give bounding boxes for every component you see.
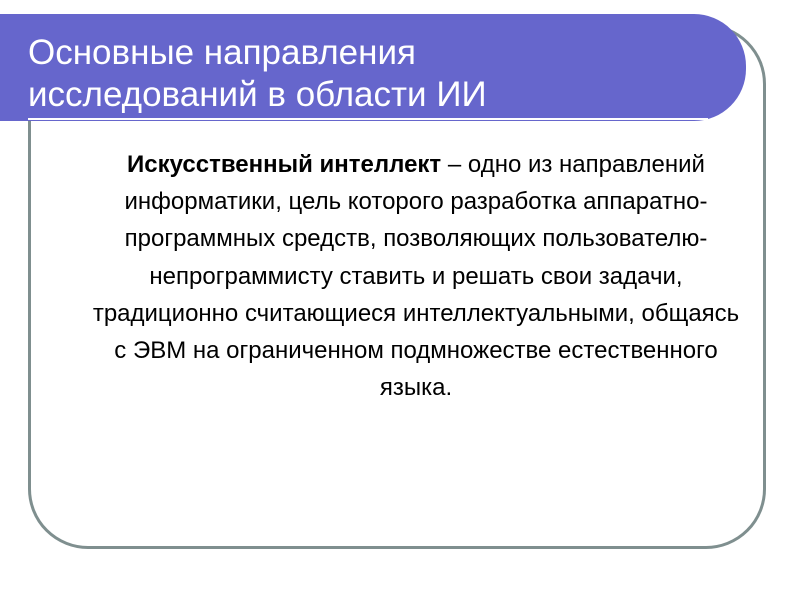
title-bar [0, 14, 746, 121]
title-underline [28, 118, 708, 120]
slide-title-line-1: Основные направления [28, 33, 416, 72]
defined-term: Искусственный интеллект [127, 151, 442, 178]
slide-title [28, 32, 708, 116]
definition-paragraph [92, 146, 740, 406]
slide-title-line-2: исследований в области ИИ [28, 75, 487, 114]
definition-text: – одно из направлений информатики, цель которого разработка аппаратно-программных средств, позволяющих пользователю-непрограммисту ставить и решать свои задачи, традиционно считающиеся интеллектуальными, общаясь с ЭВМ на ограниченном подмножестве естественного языка. [92, 151, 740, 402]
